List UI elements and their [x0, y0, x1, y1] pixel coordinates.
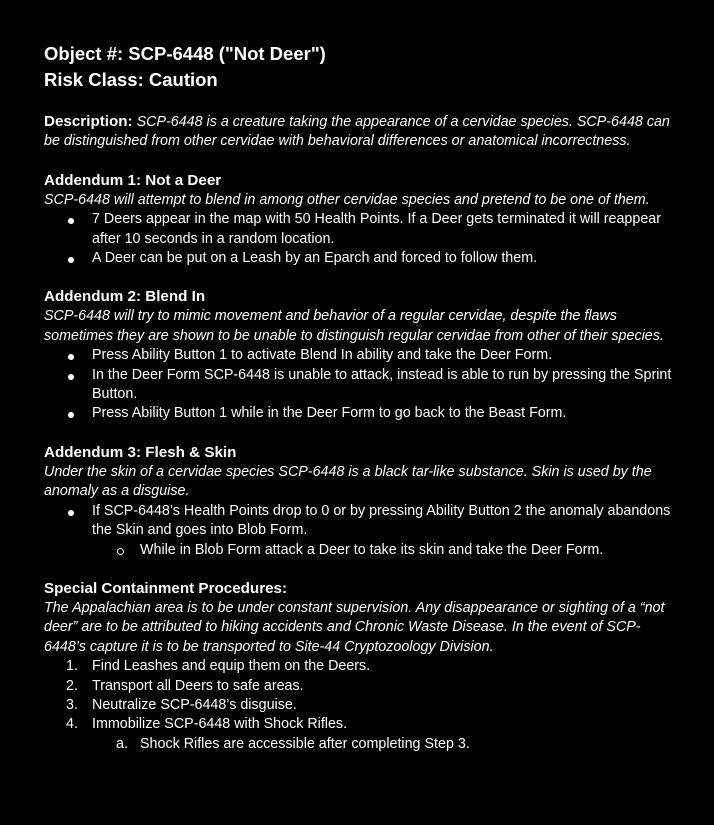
list-item — [44, 210, 676, 249]
step-item — [44, 715, 676, 734]
containment-title: Special Containment Procedures: — [44, 579, 288, 597]
step-item — [44, 657, 676, 676]
list-item — [44, 404, 676, 423]
step-text: Transport all Deers to safe areas. — [92, 677, 304, 694]
description-paragraph — [44, 112, 676, 152]
list-item-text: Press Ability Button 1 to activate Blend In ability and take the Deer Form. — [92, 347, 553, 364]
containment-intro: The Appalachian area is to be under constant supervision. Any disappearance or sighting of a “not deer” are to be attributed to hiking accidents and Chronic Waste Disease. In the event of SCP-6448’s capture it is to be transported to Site-44 Cryptozoology Division. — [44, 599, 665, 655]
spacer — [44, 93, 676, 112]
list-item-text: In the Deer Form SCP-6448 is unable to attack, instead is able to run by pressing the Sprint Button. — [92, 366, 672, 403]
list-item-text: Press Ability Button 1 while in the Deer Form to go back to the Beast Form. — [92, 405, 567, 422]
bullet-icon — [68, 374, 74, 380]
step-item — [44, 677, 676, 696]
list-item-text: 7 Deers appear in the map with 50 Health Points. If a Deer gets terminated it will reappear after 10 seconds in a random location. — [92, 211, 661, 247]
spacer — [44, 424, 676, 443]
hollow-bullet-icon — [117, 548, 124, 555]
sub-step-letter: a. — [116, 735, 128, 752]
step-number: 1. — [66, 658, 78, 675]
addendum-3-title: Addendum 3: Flesh & Skin — [44, 443, 237, 461]
sub-step-item — [44, 735, 676, 754]
step-text: Neutralize SCP-6448’s disguise. — [92, 696, 297, 713]
step-number: 2. — [66, 677, 78, 694]
spacer — [44, 560, 676, 579]
step-item — [44, 696, 676, 715]
addendum-1-list — [44, 210, 676, 268]
list-item-text: A Deer can be put on a Leash by an Eparch and forced to follow them. — [92, 250, 538, 267]
description-label: Description: — [44, 113, 133, 130]
bullet-icon — [68, 257, 74, 263]
step-number: 3. — [66, 696, 78, 713]
sub-step-text: Shock Rifles are accessible after completing Step 3. — [140, 735, 470, 752]
list-item — [44, 366, 676, 405]
object-title: Object #: SCP-6448 ("Not Deer") — [44, 43, 326, 64]
containment-steps — [44, 657, 676, 754]
bullet-icon — [68, 218, 74, 224]
list-item — [44, 502, 676, 541]
sub-list-item-text: While in Blob Form attack a Deer to take its skin and take the Deer Form. — [140, 541, 604, 558]
addendum-2-intro: SCP-6448 will try to mimic movement and behavior of a regular cervidae, despite the flaws sometimes they are shown to be unable to distinguish regular cervidae from other of their species. — [44, 308, 664, 344]
addendum-3-intro: Under the skin of a cervidae species SCP-6448 is a black tar-like substance. Skin is used by the anomaly as a disguise. — [44, 463, 652, 500]
addendum-1-title: Addendum 1: Not a Deer — [44, 171, 222, 189]
list-item — [44, 249, 676, 268]
spacer — [44, 152, 676, 171]
list-item-text: If SCP-6448’s Health Points drop to 0 or by pressing Ability Button 2 the anomaly abandons the Skin and goes into Blob Form. — [92, 502, 671, 539]
list-item — [44, 346, 676, 365]
bullet-icon — [68, 412, 74, 418]
sub-list-item — [44, 541, 676, 560]
bullet-icon — [68, 354, 74, 360]
spacer — [44, 268, 676, 287]
risk-class: Risk Class: Caution — [44, 69, 218, 90]
addendum-3-list — [44, 502, 676, 560]
step-text: Find Leashes and equip them on the Deers. — [92, 658, 371, 675]
step-text: Immobilize SCP-6448 with Shock Rifles. — [92, 716, 348, 733]
addendum-1-intro: SCP-6448 will attempt to blend in among other cervidae species and pretend to be one of them. — [44, 191, 650, 208]
step-number: 4. — [66, 716, 78, 733]
document — [44, 41, 676, 754]
addendum-2-list — [44, 346, 676, 424]
bullet-icon — [68, 510, 74, 516]
addendum-2-title: Addendum 2: Blend In — [44, 288, 206, 306]
description-text: SCP-6448 is a creature taking the appearance of a cervidae species. SCP-6448 can be distinguished from other cervidae with behavioral differences or anatomical incorrectness. — [44, 114, 670, 150]
